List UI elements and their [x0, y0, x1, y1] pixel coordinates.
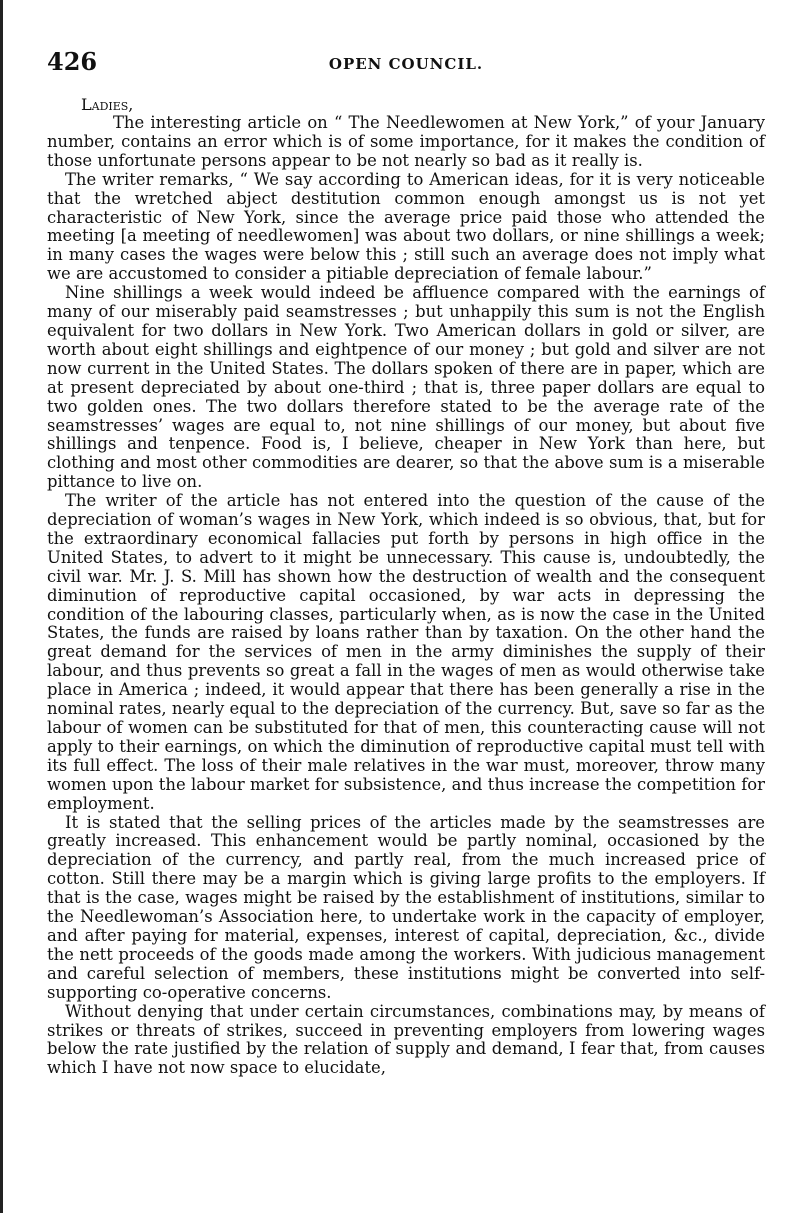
- page-left-border: [0, 0, 3, 1213]
- paragraph-6: Without denying that under certain circumstances, combinations may, by means of strikes or threats of strikes, succeed in preventing employers from lowering wages below the rate justified by the relation of supply and demand, I fear that, from causes which I have not now space to elucidate,: [47, 1001, 765, 1078]
- book-page: [47, 43, 765, 1078]
- paragraph-2: The writer remarks, “ We say according to American ideas, for it is very noticeable that the wretched abject destitution common enough amongst us is not yet characteristic of New York, since the average price paid those who attended the meeting [a meeting of needlewomen] was about two dollars, or nine shillings a week; in many cases the wages were below this ; still such an average does not imply what we are accustomed to consider a pitiable depreciation of female labour.”: [47, 169, 765, 284]
- page-number: 426: [47, 47, 98, 76]
- running-title: OPEN COUNCIL.: [328, 55, 484, 73]
- paragraph-3: Nine shillings a week would indeed be affluence compared with the earnings of many of our miserably paid seamstresses ; but unhappily this sum is not the English equivalent for two dollars in New York. Two American dollars in gold or silver, are worth about eight shillings and eightpence of our money ; but gold and silver are not now current in the United States. The dollars spoken of there are in paper, which are at present depreciated by about one-third ; that is, three paper dollars are equal to two golden ones. The two dollars therefore stated to be the average rate of the seamstresses’ wages are equal to, not nine shillings of our money, but about five shillings and tenpence. Food is, I believe, cheaper in New York than here, but clothing and most other commodities are dearer, so that the above sum is a miserable pittance to live on.: [47, 283, 765, 492]
- paragraph-4: The writer of the article has not entered into the question of the cause of the depreciation of woman’s wages in New York, which indeed is so obvious, that, but for the extraordinary economical fallacies put forth by persons in high office in the United States, to advert to it might be unnecessary. This cause is, undoubtedly, the civil war. Mr. J. S. Mill has shown how the destruction of wealth and the consequent diminution of reproductive capital occasioned, by war acts in depressing the condition of the labouring classes, particularly when, as is now the case in the United States, the funds are raised by loans rather than by taxation. On the other hand the great demand for the services of men in the army diminishes the supply of their labour, and thus prevents so great a fall in the wages of men as would otherwise take place in America ; indeed, it would appear that there has been generally a rise in the nominal rates, nearly equal to the depreciation of the currency. But, save so far as the labour of women can be substituted for that of men, this counteracting cause will not apply to their earnings, on which the diminution of reproductive capital must tell with its full effect. The loss of their male relatives in the war must, moreover, throw many women upon the labour market for subsistence, and thus increase the competition for employment.: [47, 491, 765, 813]
- paragraph-1: The interesting article on “ The Needlewomen at New York,” of your January number, contains an error which is of some importance, for it makes the condition of those unfortunate persons appear to be not nearly so bad as it really is.: [47, 113, 765, 170]
- letter-salutation: Ladies,: [81, 95, 134, 114]
- page-header: [47, 43, 765, 83]
- paragraph-5: It is stated that the selling prices of the articles made by the seamstresses are greatly increased. This enhancement would be partly nominal, occasioned by the depreciation of the currency, and partly real, from the much increased price of cotton. Still there may be a margin which is giving large profits to the employers. If that is the case, wages might be raised by the establishment of institutions, similar to the Needlewoman’s Association here, to undertake work in the capacity of employer, and after paying for material, expenses, interest of capital, depreciation, &c., divide the nett proceeds of the goods made among the workers. With judicious management and careful selection of members, these institutions might be converted into self-supporting co-operative concerns.: [47, 812, 765, 1002]
